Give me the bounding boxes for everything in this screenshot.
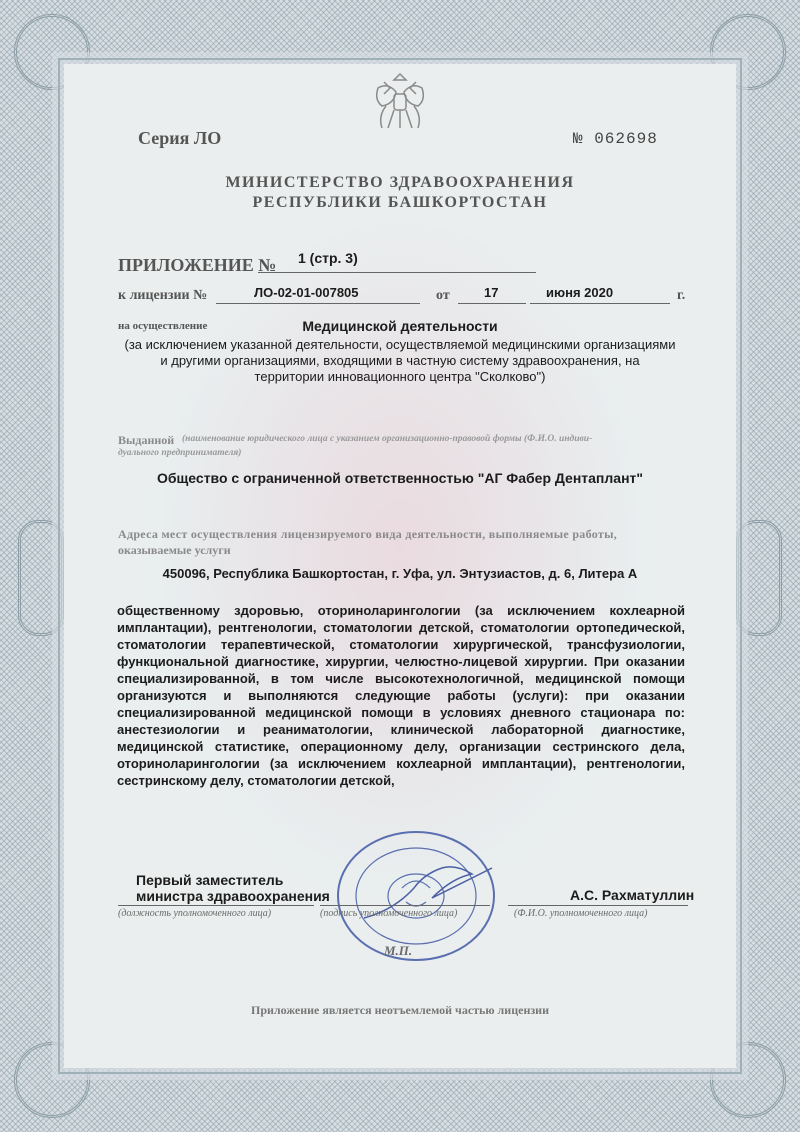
issued-label: Выданной xyxy=(118,433,175,447)
license-date-label: от xyxy=(436,288,450,303)
hint-position: (должность уполномоченного лица) xyxy=(118,908,272,919)
signature-line xyxy=(320,905,490,906)
license-month-year: июня 2020 xyxy=(546,285,614,300)
issued-hint-1: (наименование юридического лица с указанием организационно-правовой формы (Ф.И.О. индиви- xyxy=(182,434,593,444)
signer-name-line xyxy=(508,905,688,906)
ministry-line-1: МИНИСТЕРСТВО ЗДРАВООХРАНЕНИЯ xyxy=(225,174,575,191)
activity-line-1: (за исключением указанной деятельности, осуществляемой медицинскими организациями xyxy=(124,337,676,352)
signer-name: А.С. Рахматуллин xyxy=(570,887,695,903)
activity-line-2: и другими организациями, входящими в частную систему здравоохранения, на xyxy=(160,353,640,368)
address-value: 450096, Республика Башкортостан, г. Уфа, ул. Энтузиастов, д. 6, Литера А xyxy=(162,566,638,581)
license-year-suffix: г. xyxy=(677,288,686,303)
signer-position-2: министра здравоохранения xyxy=(136,888,330,904)
license-number-value: ЛО-02-01-007805 xyxy=(254,285,359,300)
activity-line-3: территории инновационного центра "Сколково") xyxy=(254,369,546,384)
license-day-line xyxy=(458,303,526,304)
footer-note: Приложение является неотъемлемой частью лицензии xyxy=(250,1003,550,1017)
coat-of-arms-icon xyxy=(364,66,436,143)
address-label-1: Адреса мест осуществления лицензируемого вида деятельности, выполняемые работы, xyxy=(118,527,618,541)
license-number-line xyxy=(216,303,420,304)
activity-label: на осуществление xyxy=(118,320,208,332)
issued-hint-2: дуального предпринимателя) xyxy=(118,448,242,458)
license-number: № 062698 xyxy=(573,130,658,148)
address-label-2: оказываемые услуги xyxy=(118,543,231,557)
appendix-line xyxy=(258,272,536,273)
license-day: 17 xyxy=(484,285,499,300)
activity-title: Медицинской деятельности xyxy=(302,318,498,334)
hint-signature: (подпись уполномоченного лица) xyxy=(320,908,458,919)
license-month-line xyxy=(530,303,670,304)
organization-name: Общество с ограниченной ответственностью "АГ Фабер Дентаплант" xyxy=(156,470,644,486)
signer-position-1: Первый заместитель xyxy=(136,872,284,888)
signature-mark xyxy=(360,858,510,933)
services-text: общественному здоровью, оториноларингологии (за исключением кохлеарной имплантации), рентгенологии, стоматологии детской, стоматологии ортопедической, стоматологии терапевтической, стоматологии хирургической, трансфузиологии, функциональной диагностике, хирургии, челюстно-лицевой хирургии. При оказании специализированной, в том числе высокотехнологичной, медицинской помощи организуются и выполняются следующие работы (услуги): при оказании специализированной медицинской помощи в условиях дневного стационара по: анестезиологии и реаниматологии, клинической лабораторной диагностике, медицинской статистике, операционному делу, организации сестринского дела, оториноларингологии (за исключением кохлеарной имплантации), рентгенологии, сестринскому делу, стоматологии детской, xyxy=(117,603,685,788)
seal-place-label: М.П. xyxy=(384,943,413,958)
appendix-value: 1 (стр. 3) xyxy=(298,250,358,266)
license-label: к лицензии № xyxy=(118,288,208,303)
appendix-label: ПРИЛОЖЕНИЕ № xyxy=(118,255,277,275)
series-label: Серия ЛО xyxy=(138,128,222,148)
ministry-line-2: РЕСПУБЛИКИ БАШКОРТОСТАН xyxy=(252,194,548,211)
signer-position-line xyxy=(118,905,314,906)
hint-name: (Ф.И.О. уполномоченного лица) xyxy=(514,908,648,919)
